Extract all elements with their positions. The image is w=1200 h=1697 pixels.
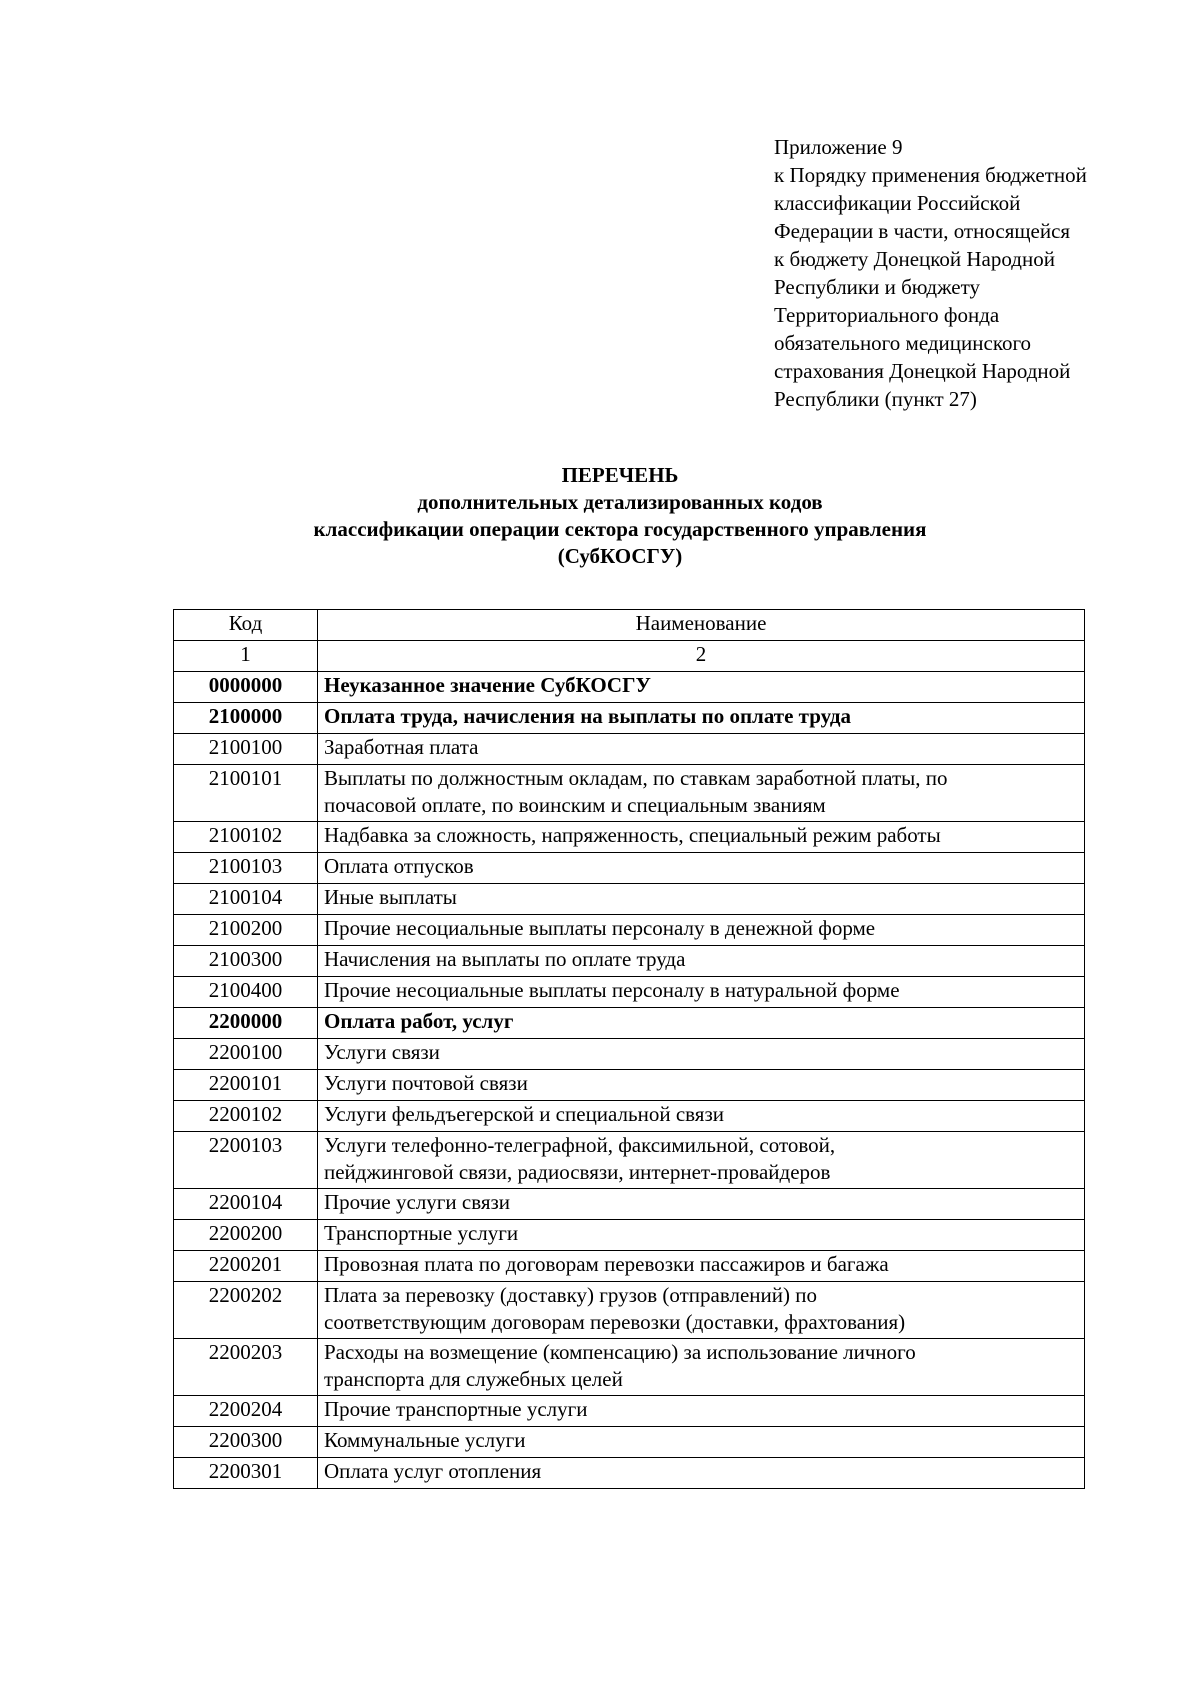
table-header-row <box>174 610 1085 641</box>
row-code: 2100104 <box>174 884 318 915</box>
row-name: Заработная плата <box>318 734 1085 765</box>
table-row <box>174 884 1085 915</box>
appendix-note <box>774 133 1174 413</box>
numbering-code: 1 <box>174 641 318 672</box>
row-name: Прочие транспортные услуги <box>318 1396 1085 1427</box>
row-name-line: Расходы на возмещение (компенсацию) за использование личного <box>324 1340 916 1364</box>
row-code: 2200102 <box>174 1101 318 1132</box>
row-name: Оплата отпусков <box>318 853 1085 884</box>
table-row <box>174 977 1085 1008</box>
row-code: 2200202 <box>174 1282 318 1339</box>
table-row <box>174 1039 1085 1070</box>
row-name-line: Выплаты по должностным окладам, по ставкам заработной платы, по <box>324 766 948 790</box>
row-name: Услуги почтовой связи <box>318 1070 1085 1101</box>
table-row <box>174 915 1085 946</box>
row-code: 2200100 <box>174 1039 318 1070</box>
table-row <box>174 1458 1085 1489</box>
row-name-line: почасовой оплате, по воинским и специальным званиям <box>324 793 826 817</box>
codes-table <box>173 609 1085 1489</box>
title-line-2: дополнительных детализированных кодов <box>417 490 823 514</box>
row-name: Начисления на выплаты по оплате труда <box>318 946 1085 977</box>
row-name: Прочие несоциальные выплаты персоналу в денежной форме <box>318 915 1085 946</box>
table-row <box>174 1101 1085 1132</box>
appendix-line: обязательного медицинского <box>774 331 1032 355</box>
appendix-line: к бюджету Донецкой Народной <box>774 247 1055 271</box>
table-row <box>174 853 1085 884</box>
table-row <box>174 946 1085 977</box>
row-name-line: Плата за перевозку (доставку) грузов (отправлений) по <box>324 1283 817 1307</box>
numbering-name: 2 <box>318 641 1085 672</box>
appendix-line: страхования Донецкой Народной <box>774 359 1071 383</box>
row-code: 2200203 <box>174 1339 318 1396</box>
appendix-line: Приложение 9 <box>774 135 903 159</box>
row-name: Прочие несоциальные выплаты персоналу в натуральной форме <box>318 977 1085 1008</box>
row-code: 2100200 <box>174 915 318 946</box>
row-code: 2200301 <box>174 1458 318 1489</box>
row-name <box>318 1282 1085 1339</box>
table-row <box>174 1132 1085 1189</box>
row-code: 2200200 <box>174 1220 318 1251</box>
row-code: 2200104 <box>174 1189 318 1220</box>
table-row <box>174 1070 1085 1101</box>
row-name: Иные выплаты <box>318 884 1085 915</box>
row-name: Прочие услуги связи <box>318 1189 1085 1220</box>
appendix-line: Республики и бюджету <box>774 275 981 299</box>
row-name: Коммунальные услуги <box>318 1427 1085 1458</box>
row-name: Услуги фельдъегерской и специальной связи <box>318 1101 1085 1132</box>
title-line-4: (СубКОСГУ) <box>557 544 683 568</box>
row-name-line: Услуги телефонно-телеграфной, факсимильной, сотовой, <box>324 1133 836 1157</box>
appendix-line: классификации Российской <box>774 191 1021 215</box>
row-name: Надбавка за сложность, напряженность, специальный режим работы <box>318 822 1085 853</box>
table-row <box>174 765 1085 822</box>
title-line-3: классификации операции сектора государственного управления <box>313 517 927 541</box>
row-name: Оплата работ, услуг <box>318 1008 1085 1039</box>
table-row <box>174 1339 1085 1396</box>
row-code: 2100103 <box>174 853 318 884</box>
table-row <box>174 1427 1085 1458</box>
row-name: Транспортные услуги <box>318 1220 1085 1251</box>
row-code: 2100400 <box>174 977 318 1008</box>
table-row <box>174 1251 1085 1282</box>
row-name <box>318 765 1085 822</box>
appendix-line: к Порядку применения бюджетной <box>774 163 1087 187</box>
document-title <box>160 462 1080 570</box>
row-name-line: соответствующим договорам перевозки (доставки, фрахтования) <box>324 1310 906 1334</box>
table-row <box>174 734 1085 765</box>
table-row <box>174 1396 1085 1427</box>
row-code: 2100000 <box>174 703 318 734</box>
row-code: 2200101 <box>174 1070 318 1101</box>
appendix-line: Республики (пункт 27) <box>774 387 977 411</box>
row-code: 2200000 <box>174 1008 318 1039</box>
row-name <box>318 1339 1085 1396</box>
table-row <box>174 672 1085 703</box>
row-code: 2100102 <box>174 822 318 853</box>
row-name: Оплата труда, начисления на выплаты по оплате труда <box>318 703 1085 734</box>
row-code: 0000000 <box>174 672 318 703</box>
row-name: Неуказанное значение СубКОСГУ <box>318 672 1085 703</box>
header-code: Код <box>174 610 318 641</box>
row-name-line: пейджинговой связи, радиосвязи, интернет-провайдеров <box>324 1160 831 1184</box>
row-name: Услуги связи <box>318 1039 1085 1070</box>
row-name: Оплата услуг отопления <box>318 1458 1085 1489</box>
row-code: 2200201 <box>174 1251 318 1282</box>
table-row <box>174 1189 1085 1220</box>
table-row <box>174 822 1085 853</box>
row-code: 2100101 <box>174 765 318 822</box>
row-code: 2100100 <box>174 734 318 765</box>
row-name-line: транспорта для служебных целей <box>324 1367 623 1391</box>
row-code: 2200204 <box>174 1396 318 1427</box>
table-row <box>174 1282 1085 1339</box>
row-name <box>318 1132 1085 1189</box>
table-row <box>174 1220 1085 1251</box>
table-row <box>174 703 1085 734</box>
row-code: 2200300 <box>174 1427 318 1458</box>
header-name: Наименование <box>318 610 1085 641</box>
row-code: 2100300 <box>174 946 318 977</box>
title-line-1: ПЕРЕЧЕНЬ <box>561 463 679 487</box>
appendix-line: Территориального фонда <box>774 303 1000 327</box>
appendix-line: Федерации в части, относящейся <box>774 219 1071 243</box>
row-name: Провозная плата по договорам перевозки пассажиров и багажа <box>318 1251 1085 1282</box>
table-row <box>174 1008 1085 1039</box>
row-code: 2200103 <box>174 1132 318 1189</box>
table-numbering-row <box>174 641 1085 672</box>
